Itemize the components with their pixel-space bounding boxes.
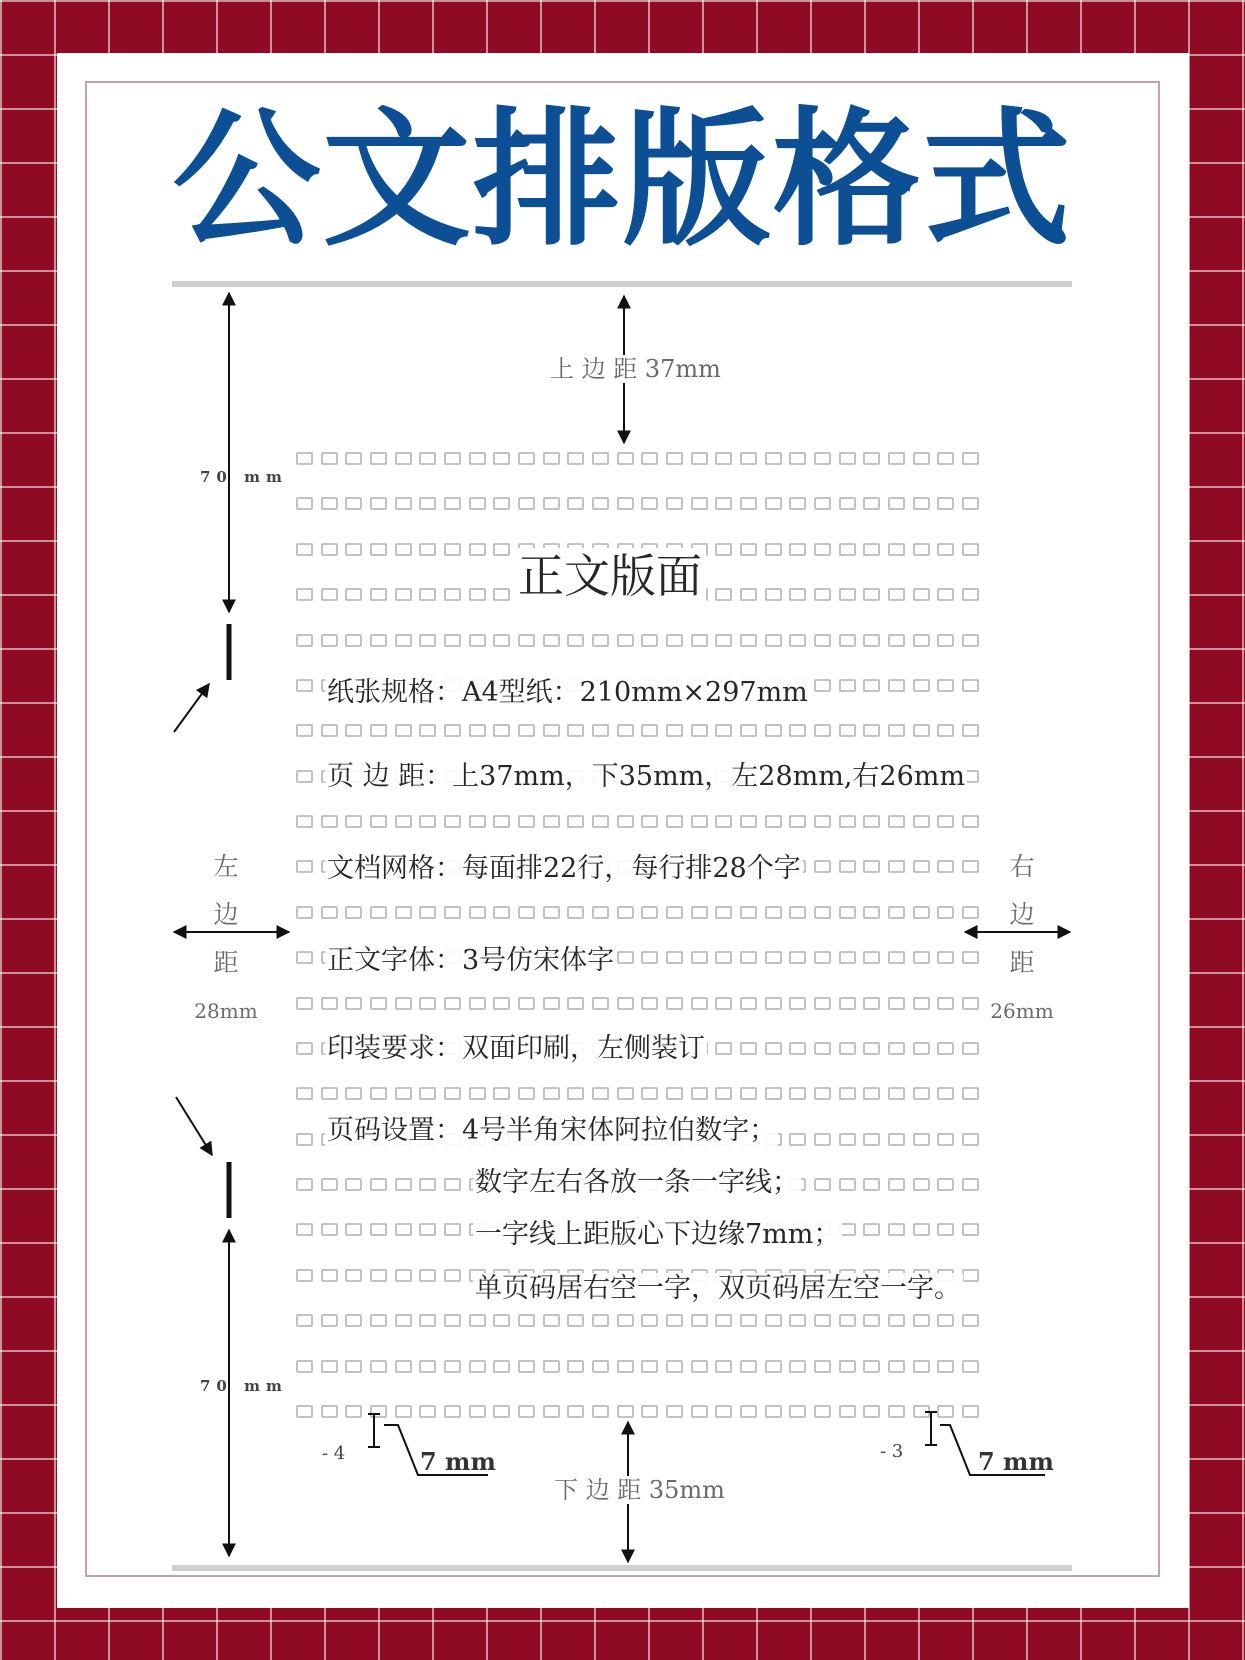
spec-page-number-line4: 单页码居右空一字，双页码居左空一字。 [475, 1273, 961, 1304]
right-margin-label: 右 边 距 26mm [990, 852, 1054, 1023]
spec-page-number-line3: 一字线上距版心下边缘7mm； [475, 1219, 841, 1250]
line-offset-right: 7 mm [978, 1447, 1054, 1476]
spec-margins: 页 边 距：上37mm，下35mm，左28mm,右26mm [327, 761, 965, 792]
page-right-marker: - 3 [880, 1438, 903, 1466]
spec-page-number: 页码设置：4号半角宋体阿拉伯数字； [327, 1115, 777, 1146]
line-offset-left: 7 mm [420, 1447, 496, 1476]
spec-grid: 文档网格：每面排22行，每行排28个字 [327, 853, 801, 884]
spec-font: 正文字体：3号仿宋体字 [327, 945, 615, 976]
spec-printing: 印装要求：双面印刷，左侧装订 [327, 1033, 705, 1064]
left-margin-label: 左 边 距 28mm [194, 852, 258, 1023]
lower-70mm-label: 70 mm [200, 1377, 288, 1395]
page-left-marker: - 4 [322, 1440, 345, 1468]
spec-page-number-line2: 数字左右各放一条一字线； [475, 1167, 799, 1198]
spec-paper: 纸张规格：A4型纸：210mm×297mm [327, 677, 808, 708]
upper-70mm-label: 70 mm [200, 468, 288, 486]
bottom-margin-label: 下 边 距 35mm [554, 1476, 725, 1504]
top-margin-label: 上 边 距 37mm [550, 355, 721, 383]
content-area-title: 正文版面 [514, 548, 706, 604]
page-title: 公文排版格式 [172, 94, 1073, 266]
